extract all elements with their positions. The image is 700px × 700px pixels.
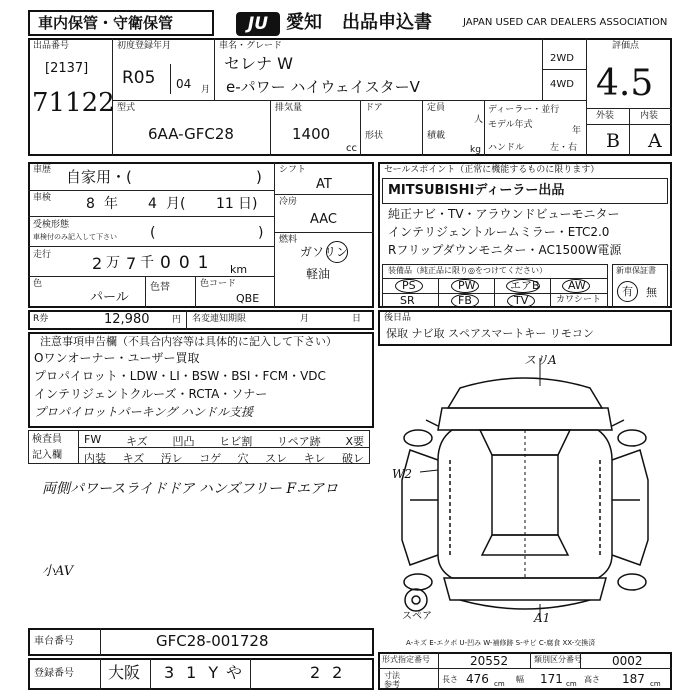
model-name: セレナ W — [224, 54, 293, 73]
equip-fb: FB — [458, 294, 472, 307]
int-label: 内装 — [640, 111, 659, 121]
fuel-label: 燃料 — [279, 235, 298, 245]
capacity-label: 定員 — [427, 103, 446, 113]
color-label: 色 — [33, 279, 43, 289]
diagram-bottom-label: A1 — [534, 611, 551, 625]
equipment-label: 装備品（純正品に限り◎をつけてください） — [388, 266, 547, 275]
recycle-label: R券 — [33, 314, 49, 324]
handle-label: ハンドル — [488, 143, 525, 153]
aircon-value: AAC — [310, 212, 337, 227]
class-number: 0002 — [612, 654, 643, 668]
plate-number: 22 — [310, 663, 355, 682]
inspector-row-2: 内装 キズ 汚レ コゲ 穴 スレ キレ 破レ — [84, 452, 364, 465]
colorcode-label: 色コード — [200, 279, 237, 289]
handwritten-av: 小AV — [42, 564, 74, 579]
history-value: 自家用・( — [66, 168, 132, 186]
type-code-label: 型式 — [117, 103, 136, 113]
diagram-legend: A-キズ E-エクボ U-凹み W-補修跡 S-サビ C-腐食 XX-交換済 — [406, 639, 596, 647]
guarantee-no: 無 — [646, 286, 657, 299]
deadline-label: 名変連知期限 — [192, 314, 247, 324]
colorcode: QBE — [236, 292, 260, 305]
spare-tire — [405, 589, 427, 611]
grade-score-label: 評価点 — [612, 41, 640, 51]
equip-kawa-seat: カワシート — [556, 295, 602, 305]
model-label: 車名・グレード — [219, 41, 283, 51]
color-change-label: 色替 — [150, 282, 170, 293]
note-line-4: プロパイロットパーキング ハンドル支援 — [34, 405, 253, 419]
note-line-1: Oワンオーナー・ユーザー買取 — [34, 351, 200, 365]
selling-point-1: MITSUBISHIディーラー出品 — [388, 183, 565, 198]
rear-view-outline — [444, 578, 606, 600]
plate-region: 大阪 — [108, 663, 141, 682]
shift-label: シフト — [279, 165, 307, 175]
width-value: 171 — [540, 672, 563, 686]
note-line-3: インテリジェントクルーズ・RCTA・ソナー — [34, 387, 268, 401]
reception-label: 受検形態 — [33, 220, 70, 230]
plate-class: 31Y — [164, 663, 231, 682]
form-number: 20552 — [470, 654, 509, 668]
model-year-label: モデル年式 — [488, 120, 533, 130]
equip-sr: SR — [400, 294, 415, 307]
load-label: 積載 — [427, 131, 446, 141]
mileage-sen: 7 — [126, 254, 137, 273]
length-value: 476 — [466, 672, 489, 686]
front-right-wheel — [618, 430, 646, 446]
reference-label: 参考 — [384, 680, 400, 689]
recycle-value: 12,980 — [104, 312, 150, 327]
ju-logo: JU — [236, 12, 280, 36]
attached-label: 後日品 — [384, 313, 412, 323]
selling-point-4: Rフリップダウンモニター・AC1500W電源 — [388, 243, 622, 257]
inspection-day: 11 — [216, 196, 234, 212]
door-label: ドア — [365, 103, 383, 113]
lot-label: 出品番号 — [33, 41, 70, 51]
attached-items: 保取 ナビ取 スペアスマートキー リモコン — [386, 327, 594, 340]
lot-number: 71122 — [32, 88, 115, 118]
hood-outline — [438, 408, 612, 430]
inspection-year: 8 — [86, 196, 95, 212]
fuel-gasoline: ガソリン — [300, 245, 349, 259]
equip-pw: PW — [458, 279, 476, 292]
plate-kana: や — [226, 663, 243, 682]
aircon-label: 冷房 — [279, 197, 298, 207]
note-line-2: プロパイロット・LDW・LI・BSW・BSI・FCM・VDC — [34, 369, 326, 383]
shift-value: AT — [316, 177, 332, 192]
shape-label: 形状 — [365, 131, 384, 141]
history-label: 車歴 — [33, 165, 52, 175]
displacement-label: 排気量 — [275, 103, 303, 113]
inspector-label-1: 検査員 — [32, 434, 62, 445]
form-title: 出品申込書 — [342, 12, 432, 33]
logo-place: 愛知 — [286, 12, 322, 33]
diagram-left-label: W2 — [392, 467, 412, 481]
lot-subnumber: [2137] — [45, 61, 89, 76]
handwritten-remark: 両側パワースライドドア ハンズフリー Fエアロ — [42, 481, 339, 497]
plate-label: 登録番号 — [34, 668, 74, 679]
equip-ps: PS — [402, 279, 416, 292]
chassis-label: 車台番号 — [34, 636, 74, 647]
storage-tag: 車内保管・守衛保管 — [38, 14, 174, 32]
chassis-number: GFC28-001728 — [156, 632, 269, 650]
grade-score: 4.5 — [596, 63, 654, 104]
size-label: 寸法 — [384, 671, 400, 680]
class-number-label: 類別区分番号 — [534, 655, 582, 664]
selling-point-3: インテリジェントルームミラー・ETC2.0 — [388, 225, 610, 239]
selling-points-label: セールスポイント（正常に機能するものに限ります） — [384, 165, 600, 175]
front-view-outline — [448, 378, 602, 408]
diagram-top-label: スリA — [524, 353, 557, 367]
reception-note: 車検付のみ記入して下さい — [33, 233, 117, 241]
storage-tag-box — [28, 10, 214, 36]
notes-label: 注意事項申告欄（不具合内容等は具体的に記入して下さい） — [40, 335, 337, 348]
rear-right-wheel — [618, 574, 646, 590]
model-grade: e-パワー ハイウェイスターV — [226, 78, 420, 96]
vehicle-info-grid — [28, 38, 672, 156]
form-number-label: 形式指定番号 — [382, 655, 430, 664]
height-value: 187 — [622, 672, 645, 686]
fuel-diesel: 軽油 — [306, 267, 331, 281]
guarantee-label: 新車保証書 — [616, 266, 656, 275]
equip-tv: TV — [514, 294, 529, 307]
guarantee-yes: 有 — [622, 285, 633, 298]
equip-aw: AW — [568, 279, 586, 292]
type-code: 6AA-GFC28 — [148, 125, 234, 143]
car-damage-diagram — [380, 350, 670, 630]
drive-4wd: 4WD — [550, 79, 574, 90]
int-grade: A — [648, 130, 662, 152]
inspection-label: 車検 — [33, 193, 52, 203]
fuel-selected-circle — [326, 241, 348, 263]
first-reg-month: 04 — [176, 77, 192, 91]
mileage-man: 2 — [92, 254, 103, 273]
drive-2wd: 2WD — [550, 53, 574, 64]
first-reg-label: 初度登録年月 — [117, 41, 172, 51]
inspection-month: 4 — [148, 196, 157, 212]
front-left-wheel — [404, 430, 432, 446]
rear-left-wheel — [404, 574, 432, 590]
inspector-row-1: FW キズ 凹凸 ヒビ割 リペア跡 X要 — [84, 433, 364, 448]
displacement: 1400 — [292, 125, 331, 143]
selling-point-2: 純正ナビ・TV・アラウンドビューモニター — [388, 207, 620, 221]
spare-label: スペア — [402, 611, 432, 622]
first-reg-year: R05 — [122, 68, 156, 88]
association-name: JAPAN USED CAR DEALERS ASSOCIATION — [463, 17, 668, 28]
equip-airbag: エアB — [510, 279, 540, 292]
color-value: パール — [90, 290, 129, 305]
mileage-label: 走行 — [33, 250, 52, 260]
mileage-rest: 001 — [160, 253, 217, 273]
ext-label: 外装 — [596, 111, 615, 121]
ext-grade: B — [606, 130, 620, 152]
dealer-label: ディーラー・並行 — [488, 105, 560, 115]
inspector-label-2: 記入欄 — [32, 450, 62, 461]
